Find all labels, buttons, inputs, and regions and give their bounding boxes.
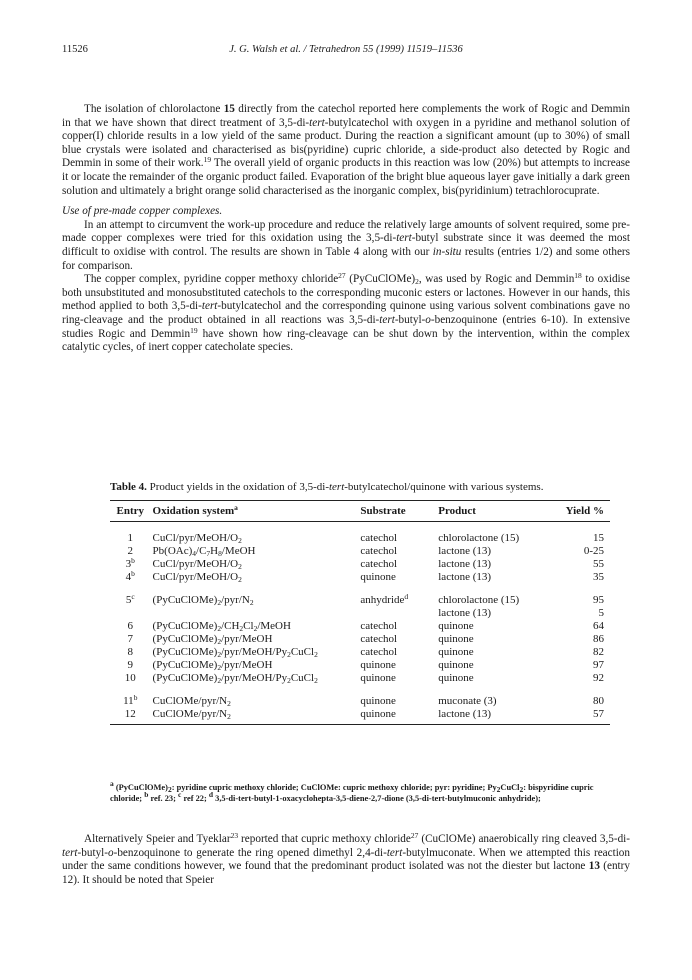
cell-entry: 4$^b$: [125, 569, 135, 583]
text-run: -butylcatechol and the corresponding quinone using various solvent combinations gave no ring-cleavage and the product obtained in all reactions was 3,5-di-: [62, 300, 630, 326]
text-run: The isolation of chlorolactone: [84, 103, 224, 115]
body-upper: [62, 103, 630, 355]
cell-product: quinone: [438, 672, 474, 684]
table-row: [110, 571, 610, 584]
cell-substrate: catechol: [360, 633, 398, 645]
cell-entry: 5$^c$: [125, 592, 135, 606]
text-run: , was used by Rogic and Demmin: [418, 273, 575, 286]
cell-oxidation: CuClOMe/$pyr/N_2$: [151, 708, 359, 725]
table-row: [110, 607, 610, 620]
reference-superscript: 27: [410, 831, 419, 840]
reference-superscript: 27: [338, 271, 346, 281]
cell-oxidation: $Pb(OAc)_4/C_7H_8$/MeOH: [152, 545, 256, 558]
cell-substrate: quinone: [360, 695, 396, 707]
footnote-marker: b: [144, 790, 149, 799]
cell-product: lactone (13): [436, 708, 550, 725]
table-row: [110, 545, 610, 558]
text-run: tert: [379, 313, 395, 326]
table-row: [110, 708, 610, 725]
cell-substrate: quinone: [360, 571, 396, 583]
cell-product: lactone (13): [438, 558, 492, 570]
text-run: tert: [328, 481, 345, 493]
table-row: [110, 594, 610, 607]
text-run: The overall yield of organic products in this reaction was low (20%) but attempts to increase it or locate the remainder of the organic product failed. Evaporation of the bright blue aqueous layer gave initially a dark green solution and ultimately a bright orange solid characterised as the inorganic complex, bis(pyridinium) tetrachlorocuprate.: [62, 157, 630, 197]
reference-superscript: 19: [190, 325, 198, 335]
col-header-entry: Entry: [110, 501, 151, 522]
cell-entry: 1: [127, 532, 134, 544]
text-run: tert: [201, 300, 218, 313]
paragraph-chlorolactone-isolation: [62, 103, 630, 198]
table-row: [110, 646, 610, 659]
text-run: The copper complex, pyridine copper methoxy chloride: [84, 273, 339, 286]
cell-entry: 11$^b$: [123, 693, 138, 707]
cell-product: quinone: [438, 646, 474, 658]
cell-oxidation: $(PyCuClOMe)_2/pyr/N_2$: [152, 594, 254, 607]
cell-yield: 57: [550, 708, 610, 725]
text-run: o: [425, 313, 431, 326]
cell-entry: 8: [127, 646, 134, 658]
table-row: [110, 532, 610, 545]
table-row: [110, 620, 610, 633]
text-run: results (entries 1/2) and some others for comparison.: [62, 245, 630, 272]
text-run: In an attempt to circumvent the work-up procedure and reduce the relatively large amounts of solvent required, some pre-made copper complexes were tried for this oxidation using the 3,5-di-: [62, 218, 630, 245]
table-row: [110, 633, 610, 646]
footnote-marker: a: [234, 503, 238, 512]
col-header-substrate: Substrate: [358, 501, 436, 522]
cell-oxidation: $(PyCuClOMe)_2/CH_2Cl_2$/MeOH: [152, 620, 291, 633]
cell-oxidation: $(PyCuClOMe)_2/pyr$/MeOH: [152, 633, 273, 646]
col-header-product: Product: [436, 501, 550, 522]
text-run: -butyl-: [394, 313, 426, 326]
cell-yield: 92: [593, 672, 604, 684]
cell-entry: 7: [127, 633, 134, 645]
cell-entry: 9: [127, 659, 134, 671]
cell-substrate: anhydride$^d$: [360, 592, 409, 606]
table-row: [110, 672, 610, 685]
footnote-marker: c: [178, 790, 182, 799]
cell-entry: [110, 607, 151, 620]
text-run: tert: [396, 232, 412, 245]
text-run: in-situ: [432, 245, 462, 258]
cell-substrate: catechol: [360, 646, 398, 658]
col-header-oxidation: [151, 501, 359, 522]
col-header-yield: Yield %: [550, 501, 610, 522]
cell-yield: 97: [593, 659, 604, 671]
cell-entry: 2: [127, 545, 134, 557]
reference-superscript: 23: [230, 831, 239, 840]
section-heading: Use of pre-made copper complexes.: [62, 205, 223, 218]
cell-oxidation: CuCl/$pyr/MeOH/O_2$: [152, 532, 242, 545]
cell-product: quinone: [438, 633, 474, 645]
text-run: have shown how ring-cleavage can be shut down by the intervention, within the complex catalytic cycles, of inert copper catecholate species.: [62, 327, 630, 354]
cell-substrate: catechol: [360, 558, 398, 570]
cell-yield: 5: [598, 607, 604, 619]
cell-entry: 6: [127, 620, 134, 632]
footnote-marker: a: [110, 779, 114, 788]
table-footnote: $^a$ $(PyCuClOMe)_2$: pyridine cupric methoxy chloride; CuClOMe: cupric methoxy chloride; pyr: pyridine; $Py_2CuCl_2$: bispyridine cupric chloride; $^b$ ref. 23; $^c$ ref 22; $^d$ 3,5-di-tert-butyl-1-oxacyclohepta-3,5-diene-2,7-dione (3,5-di-tert-butylmuconic anhydride);: [110, 779, 594, 803]
cell-yield: 35: [593, 571, 604, 583]
cell-oxidation: $(PyCuClOMe)_2/pyr$/MeOH: [152, 659, 273, 672]
cell-product: chlorolactone (15): [438, 532, 520, 544]
paragraph-copper-complex: [62, 273, 630, 355]
cell-oxidation: [151, 607, 359, 620]
cell-yield: 80: [593, 695, 604, 707]
page-number: 11526: [62, 44, 88, 55]
cell-oxidation: $(PyCuClOMe)_2/pyr/MeOH/Py_2CuCl_2$: [152, 646, 318, 659]
cell-oxidation: $(PyCuClOMe)_2/pyr/MeOH/Py_2CuCl_2$: [152, 672, 318, 685]
text-run: Product yields in the oxidation of 3,5-di-: [146, 481, 329, 493]
text-run: Oxidation system: [152, 505, 235, 517]
table-row: [110, 695, 610, 708]
cell-oxidation: CuCl/$pyr/MeOH/O_2$: [152, 571, 242, 584]
subscript: 2: [415, 277, 419, 287]
text-run: -benzoquinone (entries 6-10). In extensive studies Rogic and Demmin: [62, 313, 630, 340]
cell-substrate: catechol: [360, 620, 398, 632]
cell-entry: 10: [124, 672, 136, 684]
cell-substrate: quinone: [360, 672, 396, 684]
compound-number: 15: [223, 103, 235, 115]
cell-product: muconate (3): [438, 695, 497, 707]
body-lower: [62, 833, 630, 887]
table-row: [110, 659, 610, 672]
cell-product: quinone: [438, 659, 474, 671]
cell-yield: 82: [593, 646, 604, 658]
cell-product: lactone (13): [438, 607, 492, 619]
text-run: -butylcatechol with oxygen in a pyridine and methanol solution of copper(I) chloride results in a low yield of the same product. During the reaction a significant amount (up to 30%) of small blue crystals were isolated and characterised as bis(pyridine) cupric chloride, a side-product also detected by Rogic and Demmin in some of their work.: [62, 116, 630, 170]
cell-product: lactone (13): [438, 545, 492, 557]
cell-oxidation: CuCl/$pyr/MeOH/O_2$: [152, 558, 242, 571]
reference-superscript: 19: [203, 155, 212, 165]
text-run: directly from the catechol reported here complements the work of Rogic and Demmin in that we have shown that direct treatment of 3,5-di-: [62, 103, 630, 129]
cell-product: lactone (13): [438, 571, 492, 583]
cell-product: quinone: [438, 620, 474, 632]
text-run: -butyl substrate since it was deemed the most difficult to oxidise with control. The results are shown in Table 4 along with our: [62, 232, 630, 258]
paragraph-premade-complexes: [62, 219, 630, 273]
text-run: tert: [309, 116, 325, 129]
text-run: (PyCuClOMe): [345, 273, 416, 286]
cell-substrate: quinone: [360, 659, 396, 671]
footnote-marker: d: [208, 790, 214, 799]
cell-substrate: catechol: [360, 532, 398, 544]
cell-yield: 15: [593, 532, 604, 544]
cell-substrate: [358, 607, 436, 620]
reference-superscript: 18: [574, 271, 582, 281]
cell-product: chlorolactone (15): [438, 594, 520, 606]
table-caption: [110, 481, 630, 493]
cell-yield: 86: [593, 633, 604, 645]
text-run: -butylcatechol/quinone with various systems.: [344, 481, 544, 493]
cell-yield: 95: [593, 594, 604, 606]
table-label: Table 4.: [110, 481, 147, 493]
table-row: [110, 558, 610, 571]
text-run: to oxidise both unsubstituted and monosubstituted catechols to the corresponding muconic esters or lactones. However in our hands, this method applied to both 3,5-di-: [62, 273, 630, 313]
table-header-row: [110, 501, 610, 522]
cell-yield: 55: [593, 558, 604, 570]
results-table: [110, 500, 610, 725]
cell-yield: 0-25: [583, 545, 604, 557]
journal-citation: J. G. Walsh et al. / Tetrahedron 55 (1999) 11519–11536: [229, 44, 463, 55]
cell-yield: 64: [593, 620, 604, 632]
cell-entry: 12: [110, 708, 151, 725]
paragraph-speier-tyeklar: Alternatively Speier and Tyeklar$^{23}$ reported that cupric methoxy chloride$^{27}$ (CuClOMe) anaerobically ring cleaved 3,5-di-tert-butyl-o-benzoquinone to generate the ring opened dimethyl 2,4-di-tert-butylmuconate. When we attempted this reaction under the same conditions however, we found that the predominant product isolated was not the diester but lactone 13 (entry 12). It should be noted that Speier: [62, 831, 631, 886]
cell-entry: 3$^b$: [125, 556, 135, 570]
compound-number: 13: [588, 860, 600, 873]
cell-substrate: quinone: [358, 708, 436, 725]
running-header: [62, 44, 630, 58]
cell-substrate: catechol: [360, 545, 398, 557]
cell-oxidation: CuClOMe/$pyr/N_2$: [152, 695, 231, 708]
